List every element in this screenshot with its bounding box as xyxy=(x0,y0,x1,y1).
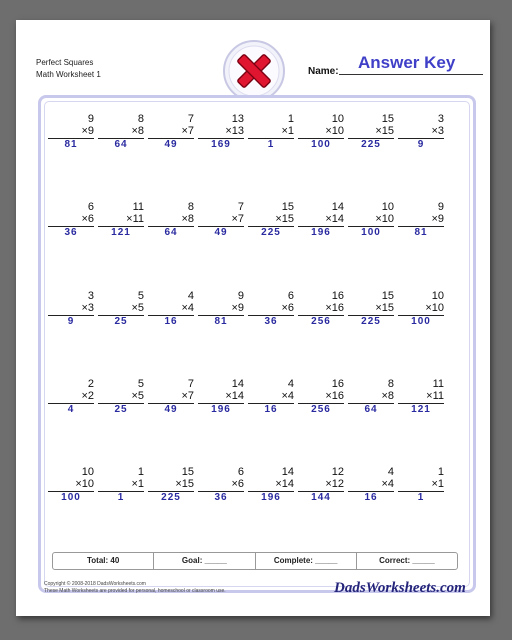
multiplication-problem xyxy=(248,290,294,328)
problem-multiplier: ×6 xyxy=(81,213,94,225)
problem-multiplicand: 14 xyxy=(231,378,244,390)
problem-multiplier: ×7 xyxy=(181,125,194,137)
problem-multiplier: ×13 xyxy=(225,125,244,137)
problem-multiplicand: 7 xyxy=(237,201,244,213)
problem-multiplier: ×14 xyxy=(325,213,344,225)
multiplication-problem xyxy=(198,201,244,239)
problem-multiplier: ×8 xyxy=(381,390,394,402)
problem-multiplicand: 10 xyxy=(81,466,94,478)
multiplication-problem xyxy=(398,201,444,239)
problem-multiplicand: 15 xyxy=(381,113,394,125)
problem-multiplicand: 9 xyxy=(437,201,444,213)
complete-field: Complete: _____ xyxy=(256,553,357,569)
problem-frame xyxy=(38,95,476,593)
problem-answer: 121 xyxy=(111,227,131,238)
problem-multiplicand: 3 xyxy=(87,290,94,302)
multiplication-problem xyxy=(198,290,244,328)
problem-multiplicand: 11 xyxy=(132,201,144,213)
problem-multiplicand: 1 xyxy=(137,466,144,478)
problem-multiplier: ×7 xyxy=(231,213,244,225)
problem-answer: 196 xyxy=(261,492,281,503)
problem-multiplier: ×10 xyxy=(75,478,94,490)
problem-multiplier: ×15 xyxy=(375,302,394,314)
problem-multiplier: ×4 xyxy=(181,302,194,314)
problem-answer: 4 xyxy=(67,404,75,415)
problem-multiplier: ×9 xyxy=(431,213,444,225)
multiplication-problem xyxy=(298,201,344,239)
worksheet-title: Perfect Squares xyxy=(36,58,94,67)
problem-multiplicand: 12 xyxy=(331,466,344,478)
problem-answer: 225 xyxy=(361,316,381,327)
multiplication-problem xyxy=(148,378,194,416)
multiplication-problem xyxy=(48,378,94,416)
problem-multiplicand: 1 xyxy=(287,113,294,125)
problem-multiplicand: 6 xyxy=(237,466,244,478)
problem-multiplier: ×10 xyxy=(325,125,344,137)
problem-multiplicand: 15 xyxy=(281,201,294,213)
problem-multiplier: ×10 xyxy=(375,213,394,225)
problem-multiplicand: 8 xyxy=(387,378,394,390)
multiplication-problem xyxy=(48,113,94,151)
problem-multiplier: ×15 xyxy=(175,478,194,490)
problem-multiplier: ×15 xyxy=(375,125,394,137)
multiplication-problem xyxy=(148,466,194,504)
problem-multiplicand: 16 xyxy=(331,378,344,390)
score-footer xyxy=(52,552,458,570)
multiplication-problem xyxy=(348,290,394,328)
problem-answer: 1 xyxy=(417,492,425,503)
answer-key-text: Answer Key xyxy=(358,53,456,72)
problem-multiplier: ×9 xyxy=(231,302,244,314)
multiplication-problem xyxy=(98,113,144,151)
multiplication-problem xyxy=(298,466,344,504)
problem-multiplier: ×8 xyxy=(131,125,144,137)
problem-multiplier: ×11 xyxy=(126,213,144,225)
problem-answer: 9 xyxy=(67,316,75,327)
multiplication-problem xyxy=(398,290,444,328)
problem-multiplier: ×15 xyxy=(275,213,294,225)
problem-answer: 81 xyxy=(64,139,78,150)
problem-answer: 100 xyxy=(61,492,81,503)
problem-multiplicand: 5 xyxy=(137,378,144,390)
problem-multiplicand: 7 xyxy=(187,378,194,390)
problem-answer: 81 xyxy=(414,227,428,238)
multiplication-problem xyxy=(248,378,294,416)
problem-multiplicand: 3 xyxy=(437,113,444,125)
problem-multiplier: ×6 xyxy=(231,478,244,490)
copyright-line: Copyright © 2008-2018 DadsWorksheets.com xyxy=(44,581,146,587)
problem-multiplicand: 9 xyxy=(237,290,244,302)
problem-multiplicand: 10 xyxy=(381,201,394,213)
problem-multiplier: ×16 xyxy=(325,390,344,402)
problem-multiplicand: 10 xyxy=(331,113,344,125)
problem-frame-inner xyxy=(44,101,470,587)
multiplication-problem xyxy=(248,201,294,239)
problem-multiplier: ×11 xyxy=(426,390,444,402)
multiplication-problem xyxy=(198,378,244,416)
multiplication-problem xyxy=(98,201,144,239)
problem-multiplier: ×3 xyxy=(431,125,444,137)
problem-multiplicand: 4 xyxy=(287,378,294,390)
problem-answer: 49 xyxy=(164,139,178,150)
problem-multiplicand: 5 xyxy=(137,290,144,302)
problem-answer: 196 xyxy=(211,404,231,415)
problem-answer: 100 xyxy=(411,316,431,327)
goal-field: Goal: _____ xyxy=(154,553,255,569)
problem-multiplicand: 2 xyxy=(87,378,94,390)
problem-multiplicand: 14 xyxy=(281,466,294,478)
multiplication-problem xyxy=(348,378,394,416)
problem-answer: 64 xyxy=(164,227,178,238)
usage-note: These Math Worksheets are provided for personal, homeschool or classroom use. xyxy=(44,588,226,594)
problem-multiplicand: 8 xyxy=(137,113,144,125)
problem-multiplicand: 14 xyxy=(331,201,344,213)
multiplication-problem xyxy=(48,290,94,328)
problem-answer: 100 xyxy=(361,227,381,238)
problem-answer: 36 xyxy=(64,227,78,238)
problem-answer: 144 xyxy=(311,492,331,503)
problem-answer: 196 xyxy=(311,227,331,238)
problem-answer: 9 xyxy=(417,139,425,150)
correct-field: Correct: _____ xyxy=(379,556,435,565)
problem-answer: 64 xyxy=(364,404,378,415)
problem-answer: 81 xyxy=(214,316,228,327)
problem-multiplicand: 11 xyxy=(432,378,444,390)
worksheet-subtitle: Math Worksheet 1 xyxy=(36,70,101,79)
problem-multiplier: ×1 xyxy=(431,478,444,490)
problem-multiplier: ×5 xyxy=(131,302,144,314)
problem-answer: 1 xyxy=(267,139,275,150)
multiplication-problem xyxy=(348,201,394,239)
problem-answer: 64 xyxy=(114,139,128,150)
multiplication-problem xyxy=(48,466,94,504)
problem-answer: 16 xyxy=(264,404,278,415)
total-field: Total: 40 xyxy=(53,553,154,569)
problem-multiplier: ×7 xyxy=(181,390,194,402)
problem-answer: 169 xyxy=(211,139,231,150)
problem-multiplier: ×6 xyxy=(281,302,294,314)
problem-multiplicand: 16 xyxy=(331,290,344,302)
red-x-icon xyxy=(222,39,286,103)
problem-answer: 36 xyxy=(264,316,278,327)
problem-multiplicand: 9 xyxy=(87,113,94,125)
multiplication-problem xyxy=(148,113,194,151)
problem-multiplicand: 7 xyxy=(187,113,194,125)
problem-multiplier: ×16 xyxy=(325,302,344,314)
multiplication-problem xyxy=(298,378,344,416)
multiplication-problem xyxy=(148,290,194,328)
dadsworksheets-logo: DadsWorksheets.com xyxy=(334,580,466,596)
multiplication-problem xyxy=(148,201,194,239)
problem-multiplicand: 4 xyxy=(387,466,394,478)
problem-multiplier: ×4 xyxy=(281,390,294,402)
problem-answer: 256 xyxy=(311,316,331,327)
multiplication-problem xyxy=(398,378,444,416)
problem-multiplicand: 13 xyxy=(231,113,244,125)
problem-multiplicand: 10 xyxy=(431,290,444,302)
problem-multiplier: ×12 xyxy=(325,478,344,490)
problem-answer: 256 xyxy=(311,404,331,415)
problem-multiplicand: 8 xyxy=(187,201,194,213)
multiplication-problem xyxy=(398,466,444,504)
multiplication-problem xyxy=(248,113,294,151)
problem-answer: 16 xyxy=(164,316,178,327)
problem-multiplicand: 15 xyxy=(181,466,194,478)
problem-answer: 100 xyxy=(311,139,331,150)
multiplication-problem xyxy=(98,290,144,328)
multiplication-problem xyxy=(98,378,144,416)
problem-answer: 225 xyxy=(261,227,281,238)
multiplication-problem xyxy=(348,466,394,504)
problem-answer: 36 xyxy=(214,492,228,503)
problem-multiplier: ×3 xyxy=(81,302,94,314)
problem-answer: 225 xyxy=(161,492,181,503)
worksheet-page xyxy=(16,20,490,616)
problem-answer: 49 xyxy=(214,227,228,238)
multiplication-problem xyxy=(198,113,244,151)
multiplication-problem xyxy=(48,201,94,239)
problem-multiplicand: 6 xyxy=(287,290,294,302)
multiplication-problem xyxy=(298,290,344,328)
problem-multiplier: ×1 xyxy=(131,478,144,490)
problem-multiplier: ×4 xyxy=(381,478,394,490)
multiplication-problem xyxy=(398,113,444,151)
problem-multiplier: ×14 xyxy=(225,390,244,402)
problem-answer: 121 xyxy=(411,404,431,415)
problem-answer: 16 xyxy=(364,492,378,503)
problem-multiplicand: 1 xyxy=(437,466,444,478)
problem-answer: 49 xyxy=(164,404,178,415)
multiplication-problem xyxy=(298,113,344,151)
problem-multiplicand: 6 xyxy=(87,201,94,213)
problem-multiplier: ×1 xyxy=(281,125,294,137)
problem-multiplier: ×8 xyxy=(181,213,194,225)
problem-answer: 25 xyxy=(114,316,128,327)
problem-answer: 1 xyxy=(117,492,125,503)
multiplication-problem xyxy=(98,466,144,504)
multiplication-problem xyxy=(198,466,244,504)
problem-multiplier: ×14 xyxy=(275,478,294,490)
problem-multiplier: ×5 xyxy=(131,390,144,402)
problem-answer: 225 xyxy=(361,139,381,150)
problem-multiplicand: 4 xyxy=(187,290,194,302)
problem-answer: 25 xyxy=(114,404,128,415)
problem-multiplier: ×2 xyxy=(81,390,94,402)
name-label: Name: xyxy=(308,66,339,77)
multiplication-problem xyxy=(248,466,294,504)
multiplication-problem xyxy=(348,113,394,151)
problem-multiplier: ×10 xyxy=(425,302,444,314)
problem-multiplicand: 15 xyxy=(381,290,394,302)
problem-multiplier: ×9 xyxy=(81,125,94,137)
